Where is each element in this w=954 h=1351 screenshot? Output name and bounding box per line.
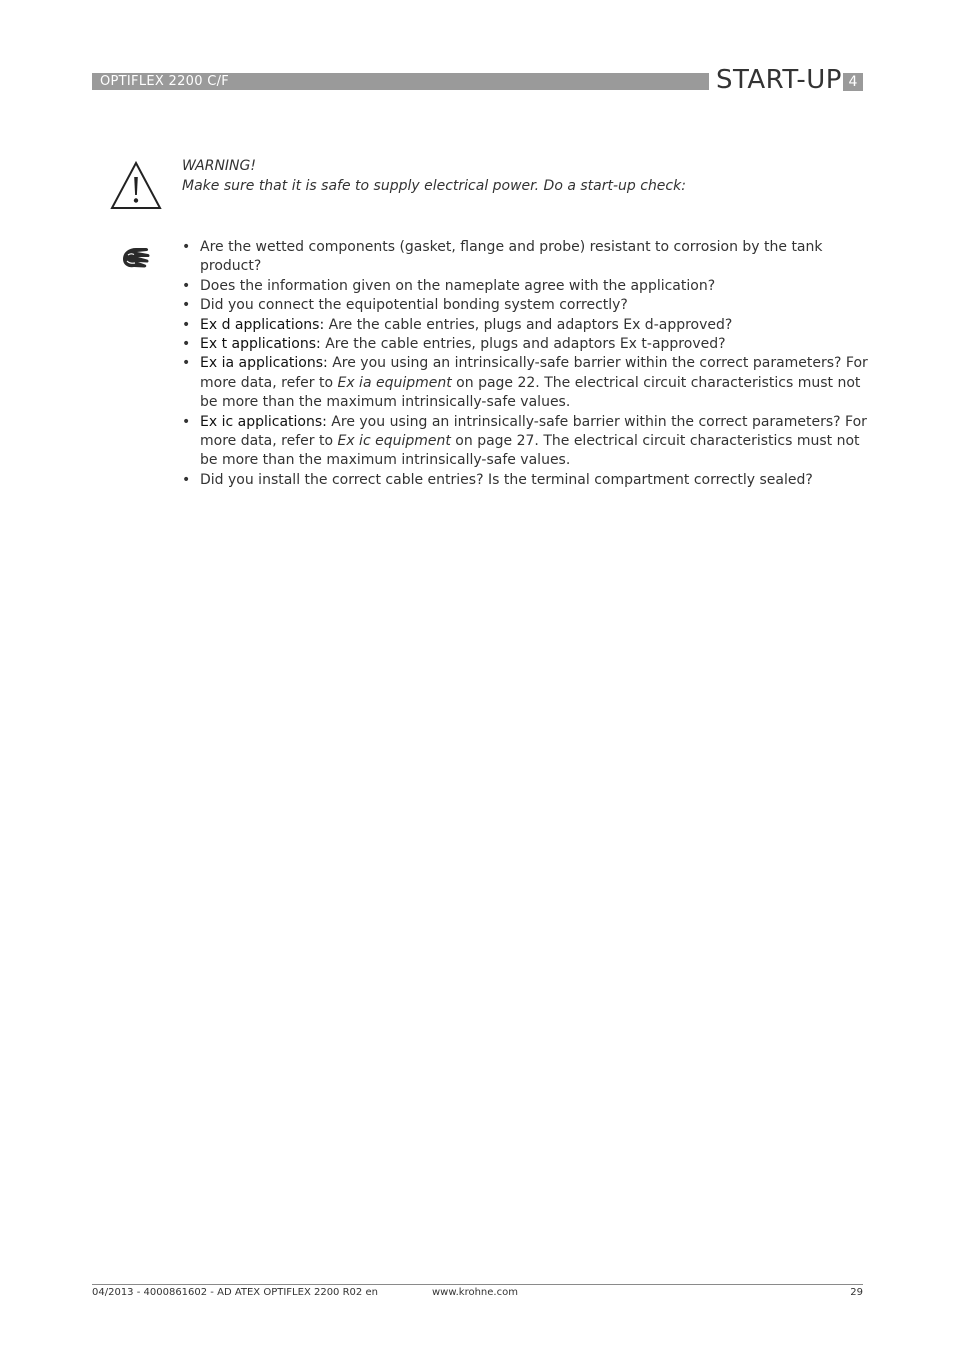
footer-doc-reference: 04/2013 - 4000861602 - AD ATEX OPTIFLEX 2200 R02 en xyxy=(92,1287,378,1298)
checklist-item-text: Are the wetted components (gasket, flange and probe) resistant to corrosion by the tank product? xyxy=(200,239,823,275)
checklist-item-lead: Ex d applications: xyxy=(200,316,325,333)
warning-triangle-icon xyxy=(110,160,162,210)
checklist-item-text: Are the cable entries, plugs and adaptors Ex t-approved? xyxy=(320,336,726,353)
header-bar xyxy=(92,73,709,90)
bullet-marker: • xyxy=(182,336,191,353)
hand-pointer-icon xyxy=(120,244,152,274)
checklist-item-text: Are you using an intrinsically-safe barrier within the correct parameters? For more data, refer to xyxy=(200,355,868,391)
checklist-item-lead: Ex ia applications: xyxy=(200,355,328,372)
checklist-item xyxy=(182,316,872,335)
checklist-item-text: Did you connect the equipotential bonding system correctly? xyxy=(200,297,628,314)
section-title: START-UP xyxy=(716,65,842,95)
bullet-marker: • xyxy=(182,355,191,372)
checklist-item xyxy=(182,238,872,277)
checklist-item-text: Are you using an intrinsically-safe barrier within the correct parameters? For more data, refer to xyxy=(200,413,867,450)
checklist-item-text: on page 22. The electrical circuit characteristics must not be more than the maximum intrinsically-safe values. xyxy=(200,374,861,411)
checklist-item xyxy=(182,277,872,296)
bullet-marker: • xyxy=(182,471,191,488)
bullet-marker: • xyxy=(182,316,191,333)
checklist-item-lead: Ex t applications: xyxy=(200,336,321,353)
page-number: 29 xyxy=(850,1287,863,1298)
checklist-item-lead: Ex ic applications: xyxy=(200,413,327,430)
footer-website: www.krohne.com xyxy=(432,1287,518,1298)
product-name: OPTIFLEX 2200 C/F xyxy=(100,74,230,89)
bullet-marker: • xyxy=(182,239,191,255)
warning-text: Make sure that it is safe to supply electrical power. Do a start-up check: xyxy=(182,178,686,194)
bullet-marker: • xyxy=(182,277,191,294)
checklist-item xyxy=(182,296,872,315)
checklist-item-text: on page 27. The electrical circuit characteristics must not be more than the maximum intrinsically-safe values. xyxy=(200,433,860,469)
checklist-item xyxy=(182,354,872,412)
footer-divider xyxy=(92,1284,863,1285)
warning-title: WARNING! xyxy=(182,158,256,174)
bullet-marker: • xyxy=(182,297,191,314)
checklist-item-reference: Ex ic equipment xyxy=(337,433,451,450)
checklist-item xyxy=(182,471,872,490)
section-number: 4 xyxy=(843,73,863,91)
checklist-item xyxy=(182,413,872,471)
checklist-item-text: Are the cable entries, plugs and adaptors Ex d-approved? xyxy=(324,316,733,333)
checklist-item-text: Did you install the correct cable entries? Is the terminal compartment correctly sealed? xyxy=(200,471,813,488)
checklist-item-text: Does the information given on the nameplate agree with the application? xyxy=(200,277,716,294)
bullet-marker: • xyxy=(182,413,191,430)
startup-checklist xyxy=(182,238,872,490)
checklist-item xyxy=(182,335,872,354)
checklist-item-reference: Ex ia equipment xyxy=(337,374,452,391)
